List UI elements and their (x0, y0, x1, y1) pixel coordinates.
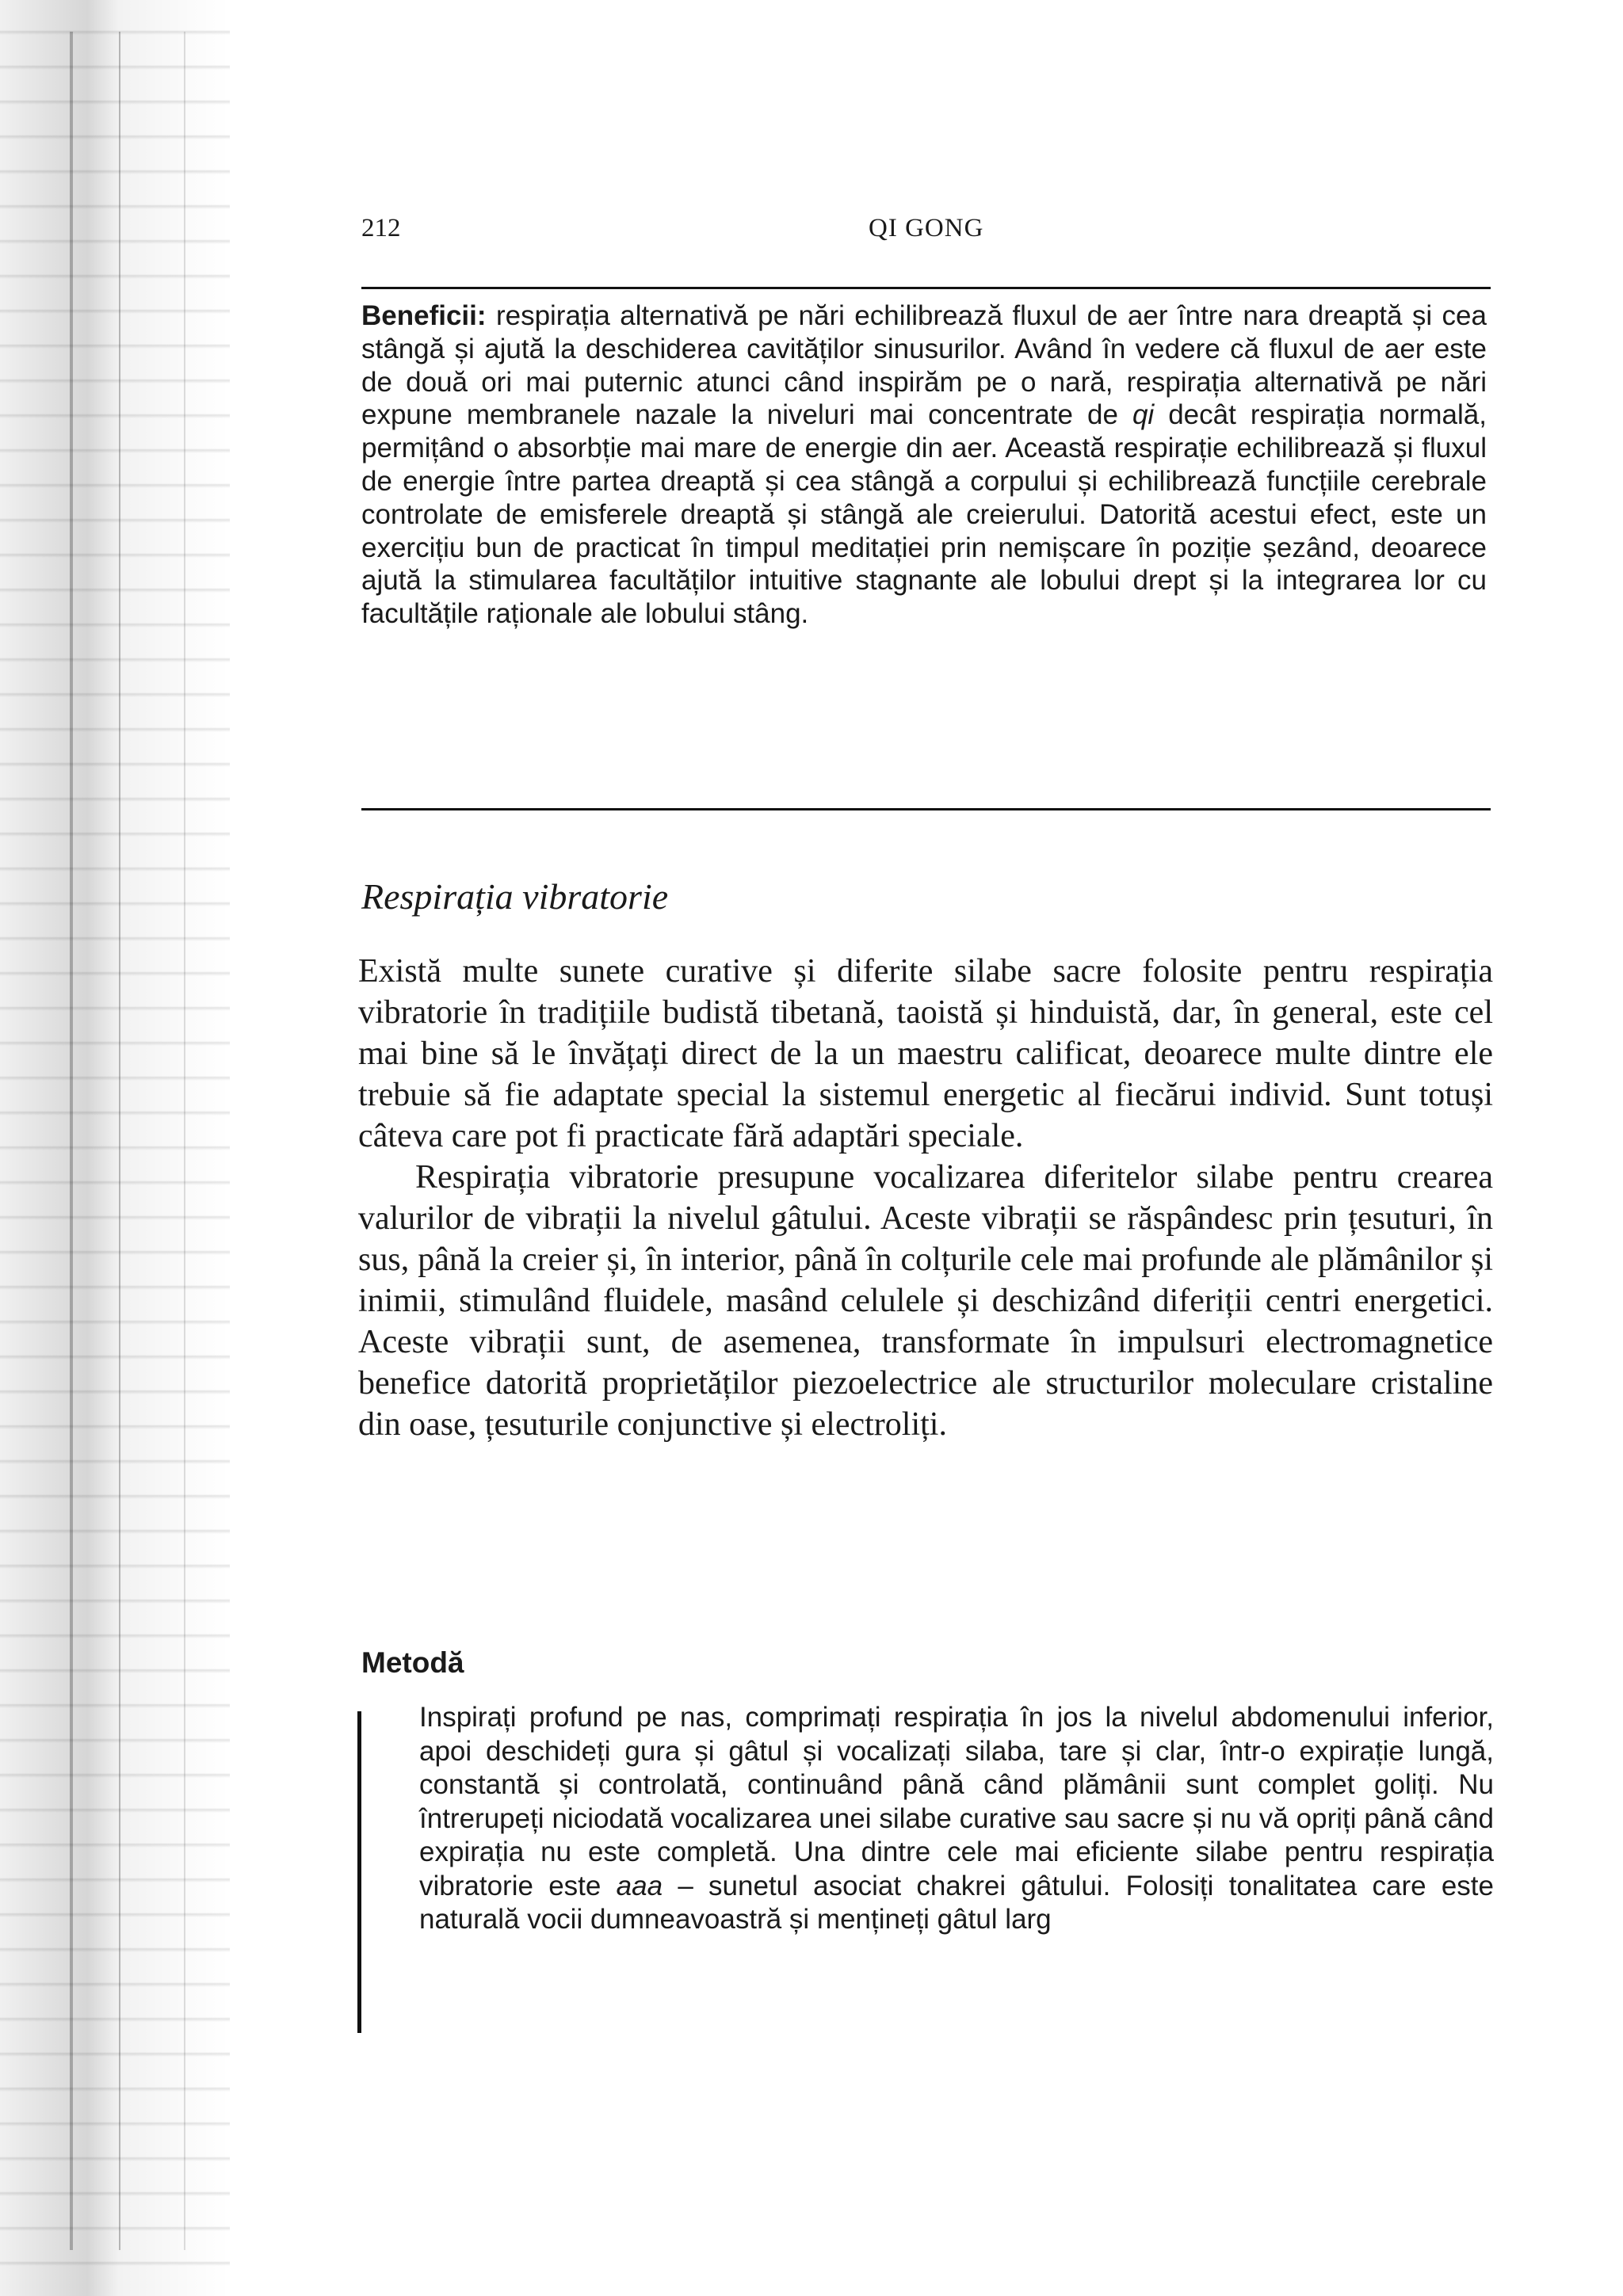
method-text-part-2: – sunetul asociat chakrei gâtului. Folosiți tonalitatea care este naturală vocii dumneavoastră și mențineți gâtul larg (419, 1870, 1494, 1935)
benefits-text-part-1: respirația alternativă pe nări echilibrează fluxul de aer între nara dreaptă și cea stângă și ajută la deschiderea cavităților sinusurilor. Având în vedere că fluxul de aer este de două ori mai puternic atunci când inspirăm pe o nară, respirația alternativă pe nări expune membranele nazale la niveluri mai concentrate de (361, 300, 1487, 431)
benefits-term-qi: qi (1132, 399, 1155, 431)
method-heading: Metodă (361, 1646, 464, 1679)
binding-line (70, 32, 73, 2250)
benefits-label: Beneficii: (361, 300, 487, 331)
page-number: 212 (361, 214, 401, 242)
method-text-part-1: Inspirați profund pe nas, comprimați respirația în jos la nivelul abdomenului inferior, apoi deschideți gura și gâtul și vocalizați silaba, tare și clar, într-o expirație lungă, constantă și controlată, continuând până când plămânii sunt complet goliți. Nu întrerupeți niciodată vocalizarea unei silabe curative sau sacre și nu vă opriți până când expirația nu este completă. Una dintre cele mai eficiente silabe pentru respirația vibratorie este (419, 1702, 1494, 1901)
binding-line (119, 32, 120, 2250)
binding-line (184, 32, 185, 2250)
method-side-bar (357, 1711, 361, 2033)
method-text (419, 1701, 1494, 1937)
method-term-aaa: aaa (616, 1870, 663, 1901)
section-body (358, 951, 1493, 1445)
scan-binding-edge (0, 0, 230, 2296)
benefits-bottom-rule (361, 808, 1491, 810)
section-title: Respirația vibratorie (361, 876, 669, 917)
running-head: QI GONG (869, 214, 984, 242)
body-paragraph: Există multe sunete curative și diferite silabe sacre folosite pentru respirația vibratorie în tradițiile budistă tibetană, taoistă și hinduistă, dar, în general, este cel mai bine să le învățați direct de la un maestru calificat, deoarece multe dintre ele trebuie să fie adaptate special la sistemul energetic al fiecărui individ. Sunt totuși câteva care pot fi practicate fără adaptări speciale. (358, 953, 1493, 1154)
body-paragraph: Respirația vibratorie presupune vocalizarea diferitelor silabe pentru crearea valurilor de vibrații la nivelul gâtului. Aceste vibrații se răspândesc prin țesuturi, în sus, până la creier și, în interior, până în colțurile cele mai profunde ale plămânilor și inimii, stimulând fluidele, masând celulele și deschizând diferiții centri energetici. Aceste vibrații sunt, de asemenea, transformate în impulsuri electromagnetice benefice datorită proprietăților piezoelectrice ale structurilor moleculare cristaline din oase, țesuturile conjunctive și electroliți. (358, 1159, 1493, 1443)
benefits-box (361, 299, 1487, 631)
benefits-top-rule (361, 287, 1491, 289)
benefits-text-part-2: decât respirația normală, permițând o absorbție mai mare de energie din aer. Această respirație echilibrează și fluxul de energie între partea dreaptă și cea stângă a corpului și echilibrează funcțiile cerebrale controlate de emisferele dreaptă și stângă ale creierului. Datorită acestui efect, este un exercițiu bun de practicat în timpul meditației prin nemișcare în poziție șezând, deoarece ajută la stimularea facultăților intuitive stagnante ale lobului drept și la integrarea lor cu facultățile raționale ale lobului stâng. (361, 399, 1487, 630)
